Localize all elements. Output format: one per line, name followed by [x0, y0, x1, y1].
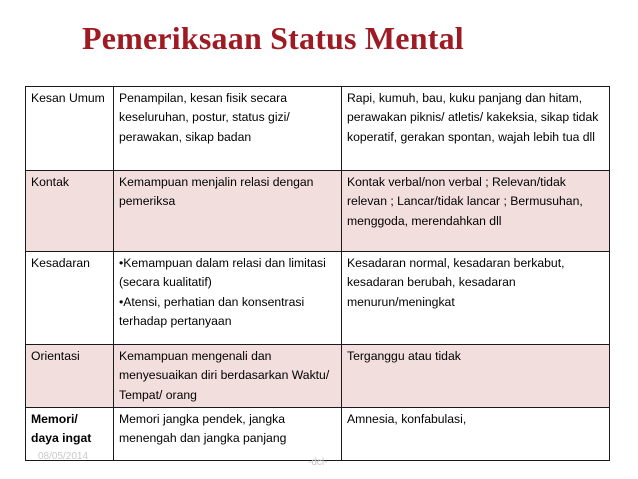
- aspect-text: Penampilan, kesan fisik secara keseluruhan, postur, status gizi/ perawakan, sikap badan: [119, 91, 290, 144]
- findings-cell: [342, 252, 610, 345]
- row-label: Kesan Umum: [31, 91, 105, 105]
- table-row-kesadaran: [26, 252, 610, 345]
- row-label-cell: [26, 345, 114, 408]
- findings-text: Kesadaran normal, kesadaran berkabut, kesadaran berubah, kesadaran menurun/meningkat: [347, 256, 565, 309]
- mental-status-table: [25, 86, 610, 461]
- aspect-text: Memori jangka pendek, jangka menengah dan jangka panjang: [119, 412, 287, 446]
- footer-center-text: -dcl-: [308, 457, 328, 468]
- aspect-cell: [114, 252, 342, 345]
- aspect-cell: [114, 408, 342, 461]
- findings-text: Kontak verbal/non verbal ; Relevan/tidak relevan ; Lancar/tidak lancar ; Bermusuhan, menggoda, merendahkan dll: [347, 175, 583, 228]
- slide-title: Pemeriksaan Status Mental: [82, 20, 464, 56]
- aspect-bullet-2: •Atensi, perhatian dan konsentrasi terhadap pertanyaan: [119, 294, 305, 329]
- row-label-cell: [26, 252, 114, 345]
- row-label-cell: [26, 87, 114, 171]
- row-label: Memori/ daya ingat: [31, 412, 92, 446]
- aspect-bullet-1: •Kemampuan dalam relasi dan limitasi (secara kualitatif): [119, 256, 326, 290]
- findings-cell: [342, 171, 610, 252]
- row-label: Orientasi: [31, 349, 80, 363]
- table-row-orientasi: [26, 345, 610, 408]
- row-label: Kontak: [31, 175, 69, 189]
- aspect-cell: [114, 171, 342, 252]
- findings-text: Terganggu atau tidak: [347, 349, 461, 363]
- aspect-text: Kemampuan menjalin relasi dengan pemeriksa: [119, 175, 314, 209]
- table-row-memori: [26, 408, 610, 461]
- row-label: Kesadaran: [31, 256, 90, 270]
- table-row-kontak: [26, 171, 610, 252]
- aspect-cell: [114, 345, 342, 408]
- row-label-cell: [26, 171, 114, 252]
- table-row-kesan-umum: [26, 87, 610, 171]
- aspect-cell: [114, 87, 342, 171]
- findings-cell: [342, 408, 610, 461]
- findings-cell: [342, 87, 610, 171]
- findings-text: Amnesia, konfabulasi,: [347, 412, 467, 426]
- findings-text: Rapi, kumuh, bau, kuku panjang dan hitam, perawakan piknis/ atletis/ kakeksia, sikap tidak koperatif, gerakan spontan, wajah lebih tua dll: [347, 91, 599, 144]
- aspect-text: Kemampuan mengenali dan menyesuaikan diri berdasarkan Waktu/ Tempat/ orang: [119, 349, 330, 402]
- findings-cell: [342, 345, 610, 408]
- footer-date: 08/05/2014: [38, 451, 89, 462]
